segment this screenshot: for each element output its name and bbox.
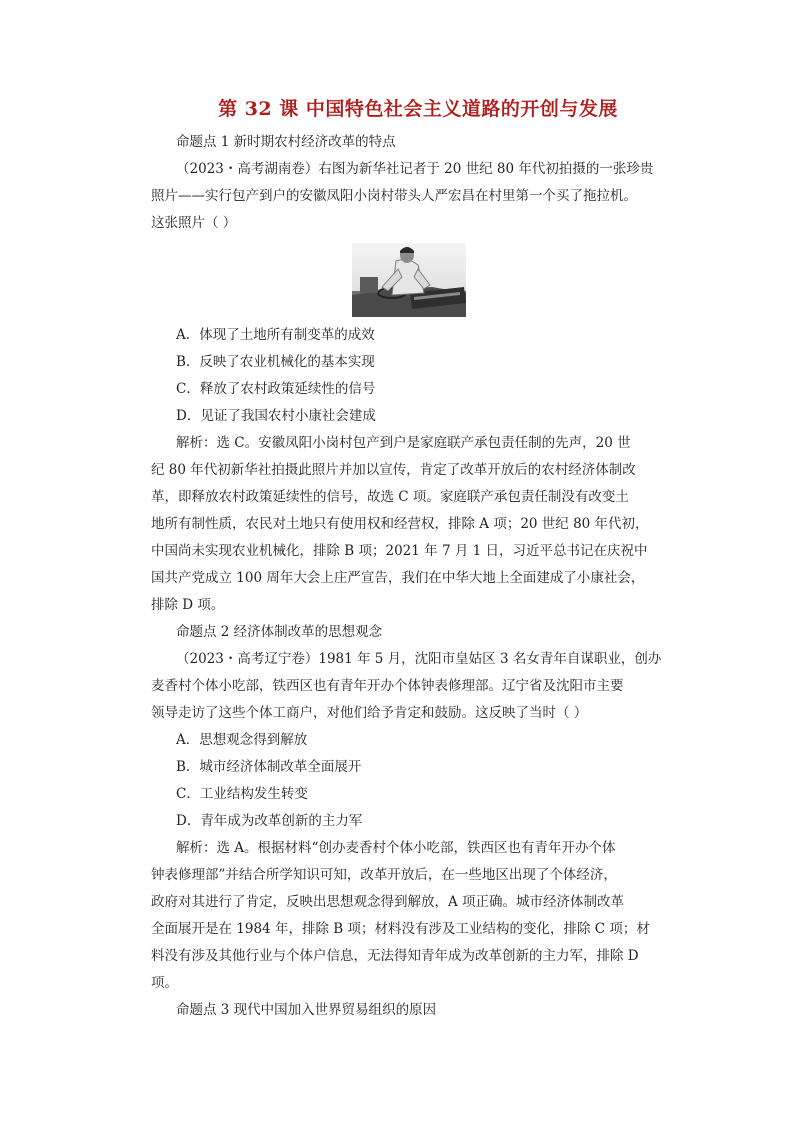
q1-stem-line-3: 这张照片（ ） (151, 215, 237, 231)
topic-point-2: 命题点 2 经济体制改革的思想观念 (176, 624, 383, 640)
q2-analysis-line-5: 料没有涉及其他行业与个体户信息，无法得知青年成为改革创新的主力军，排除 D (151, 948, 639, 964)
q2-stem-line-1: （2023・高考辽宁卷）1981 年 5 月，沈阳市皇姑区 3 名女青年自谋职业，创办 (176, 651, 662, 667)
tractor-photo (352, 243, 466, 317)
q1-analysis-line-7: 排除 D 项。 (151, 597, 225, 613)
q2-stem-line-2: 麦香村个体小吃部，铁西区也有青年开办个体钟表修理部。辽宁省及沈阳市主要 (151, 678, 624, 694)
q1-stem-line-1: （2023・高考湖南卷）右图为新华社记者于 20 世纪 80 年代初拍摄的一张珍贵 (176, 161, 654, 177)
q2-analysis-line-3: 政府对其进行了肯定，反映出思想观念得到解放，A 项正确。城市经济体制改革 (151, 894, 625, 910)
q2-analysis-line-4: 全面展开是在 1984 年，排除 B 项；材料没有涉及工业结构的变化，排除 C 项；材 (151, 921, 650, 937)
page-title: 第 32 课 中国特色社会主义道路的开创与发展 (218, 98, 618, 120)
q2-analysis-line-2: 钟表修理部”并结合所学知识可知，改革开放后，在一些地区出现了个体经济， (151, 867, 617, 883)
q1-stem-line-2: 照片——实行包产到户的安徽凤阳小岗村带头人严宏昌在村里第一个买了拖拉机。 (151, 188, 637, 204)
q2-analysis-line-6: 项。 (151, 975, 178, 991)
q1-analysis-line-1: 解析：选 C。安徽凤阳小岗村包产到户是家庭联产承包责任制的先声，20 世 (176, 435, 631, 451)
q1-analysis-line-4: 地所有制性质，农民对土地只有使用权和经营权，排除 A 项；20 世纪 80 年代初， (151, 516, 649, 532)
q1-analysis-line-5: 中国尚未实现农业机械化，排除 B 项；2021 年 7 月 1 日，习近平总书记在庆祝中 (151, 543, 648, 559)
q1-analysis-line-3: 革，即释放农村政策延续性的信号，故选 C 项。家庭联产承包责任制没有改变土 (151, 489, 629, 505)
tractor-photo-image (352, 243, 466, 317)
q1-option-b: B．反映了农业机械化的基本实现 (176, 354, 375, 370)
q1-analysis-line-6: 国共产党成立 100 周年大会上庄严宣告，我们在中华大地上全面建成了小康社会， (151, 570, 645, 586)
q2-analysis-line-1: 解析：选 A。根据材料“创办麦香村个体小吃部，铁西区也有青年开办个体 (176, 840, 616, 856)
q2-option-a: A．思想观念得到解放 (176, 732, 308, 748)
q2-option-b: B．城市经济体制改革全面展开 (176, 759, 362, 775)
q1-option-c: C．释放了农村政策延续性的信号 (176, 381, 376, 397)
q2-stem-line-3: 领导走访了这些个体工商户，对他们给予肯定和鼓励。这反映了当时（ ） (151, 705, 588, 721)
topic-point-3: 命题点 3 现代中国加入世界贸易组织的原因 (176, 1002, 437, 1018)
q1-option-d: D．见证了我国农村小康社会建成 (176, 408, 376, 424)
q2-option-d: D．青年成为改革创新的主力军 (176, 813, 363, 829)
q1-analysis-line-2: 纪 80 年代初新华社拍摄此照片并加以宣传，肯定了改革开放后的农村经济体制改 (151, 462, 636, 478)
q1-option-a: A．体现了土地所有制变革的成效 (176, 327, 375, 343)
topic-point-1: 命题点 1 新时期农村经济改革的特点 (176, 134, 396, 150)
q2-option-c: C．工业结构发生转变 (176, 786, 308, 802)
